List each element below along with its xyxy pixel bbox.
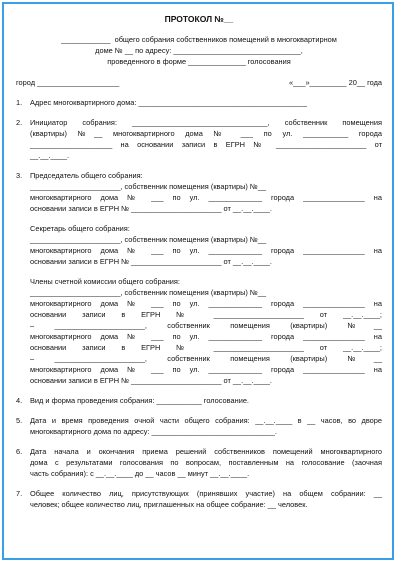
section-line: многоквартирного дома № ___ по ул. _____________ города _______________ на xyxy=(30,332,382,341)
section-line: Общее количество лиц, присутствующих (принявших участие) на общем собрании: __ xyxy=(30,489,382,498)
section-line: основании записи в ЕГРН № ______________________ от __.__.____. xyxy=(30,257,272,266)
section-6 xyxy=(16,446,382,479)
subsection xyxy=(30,223,382,267)
section-number: 5. xyxy=(16,416,23,425)
section-number: 7. xyxy=(16,489,23,498)
section-7 xyxy=(16,488,382,510)
section-line: Дата начала и окончания приема решений собственников помещений многоквартирного xyxy=(30,447,382,456)
section-line: основании записи в ЕГРН № ______________________ от __.__.____; xyxy=(30,343,382,352)
document-title: ПРОТОКОЛ №__ xyxy=(164,14,234,24)
section-number: 3. xyxy=(16,171,23,180)
section-line: Председатель общего собрания: xyxy=(30,171,143,180)
section-line: многоквартирного дома № ___ по ул. _____________ города _______________ на xyxy=(30,299,382,308)
section-line: часть собрания): с __.__.____ до __ часов __ минут __.__.____. xyxy=(30,469,250,478)
sections-list xyxy=(16,97,382,510)
header-line-2: доме № __ по адресу: _______________________________, xyxy=(95,46,303,55)
section-2 xyxy=(16,117,382,161)
section-line: (квартиры) №__ многоквартирного дома № ___ по ул. ___________ города xyxy=(30,129,382,138)
subsection xyxy=(30,276,382,386)
section-line: ____________________ на основании записи в ЕГРН № ______________________ от xyxy=(30,140,382,149)
section-line: основании записи в ЕГРН № ______________________ от __.__.____. xyxy=(30,204,272,213)
section-line: Инициатор собрания: _________________________________, собственник помещения xyxy=(30,118,382,127)
section-line: ______________________, собственник помещения (квартиры) №__ xyxy=(30,235,267,244)
section-number: 6. xyxy=(16,447,23,456)
section-line: основании записи в ЕГРН № ______________________ от __.__.____. xyxy=(30,376,272,385)
section-line: многоквартирного дома № ___ по ул. _____________ города _______________ на xyxy=(30,246,382,255)
section-line: – ______________________, собственник помещения (квартиры) №__ xyxy=(30,354,382,363)
section-1 xyxy=(16,97,382,108)
section-number: 1. xyxy=(16,98,23,107)
section-line: Вид и форма проведения собрания: ___________ голосование. xyxy=(30,396,249,405)
protocol-document xyxy=(16,14,382,510)
section-line: – ______________________, собственник помещения (квартиры) №__ xyxy=(30,321,382,330)
section-line: многоквартирного дома по адресу: ______________________________. xyxy=(30,427,277,436)
section-line: основании записи в ЕГРН № ______________________ от __.__.____; xyxy=(30,310,382,319)
header-line-3: проведенного в форме ______________ голосования xyxy=(107,57,291,66)
section-4 xyxy=(16,395,382,406)
section-number: 4. xyxy=(16,396,23,405)
section-line: человек; общее количество лиц, приглашенных на общее собрание: __ человек. xyxy=(30,500,308,509)
city-field: город ____________________ xyxy=(16,78,120,87)
section-line: Секретарь общего собрания: xyxy=(30,224,130,233)
section-line: дома с результатами голосования по вопросам, поставленным на голосование (заочная xyxy=(30,458,382,467)
section-3 xyxy=(16,170,382,386)
section-line: многоквартирного дома № ___ по ул. _____________ города _______________ на xyxy=(30,193,382,202)
section-line: ______________________, собственник помещения (квартиры) №__ xyxy=(30,182,267,191)
section-line: Адрес многоквартирного дома: _________________________________________ xyxy=(30,98,308,107)
section-line: __.__.____. xyxy=(30,151,70,160)
date-field: «___»_________ 20__ года xyxy=(289,78,382,87)
section-line: Члены счетной комиссии общего собрания: xyxy=(30,277,180,286)
section-line: ______________________, собственник помещения (квартиры) №__ xyxy=(30,288,267,297)
section-number: 2. xyxy=(16,118,23,127)
city-date-row xyxy=(16,77,382,88)
section-5 xyxy=(16,415,382,437)
section-line: многоквартирного дома № ___ по ул. _____________ города _______________ на xyxy=(30,365,382,374)
header-line-1: ____________ общего собрания собственников помещений в многоквартирном xyxy=(61,35,337,44)
section-line: Дата и время проведения очной части общего собрания: __.__.____ в __ часов, во дворе xyxy=(30,416,382,425)
